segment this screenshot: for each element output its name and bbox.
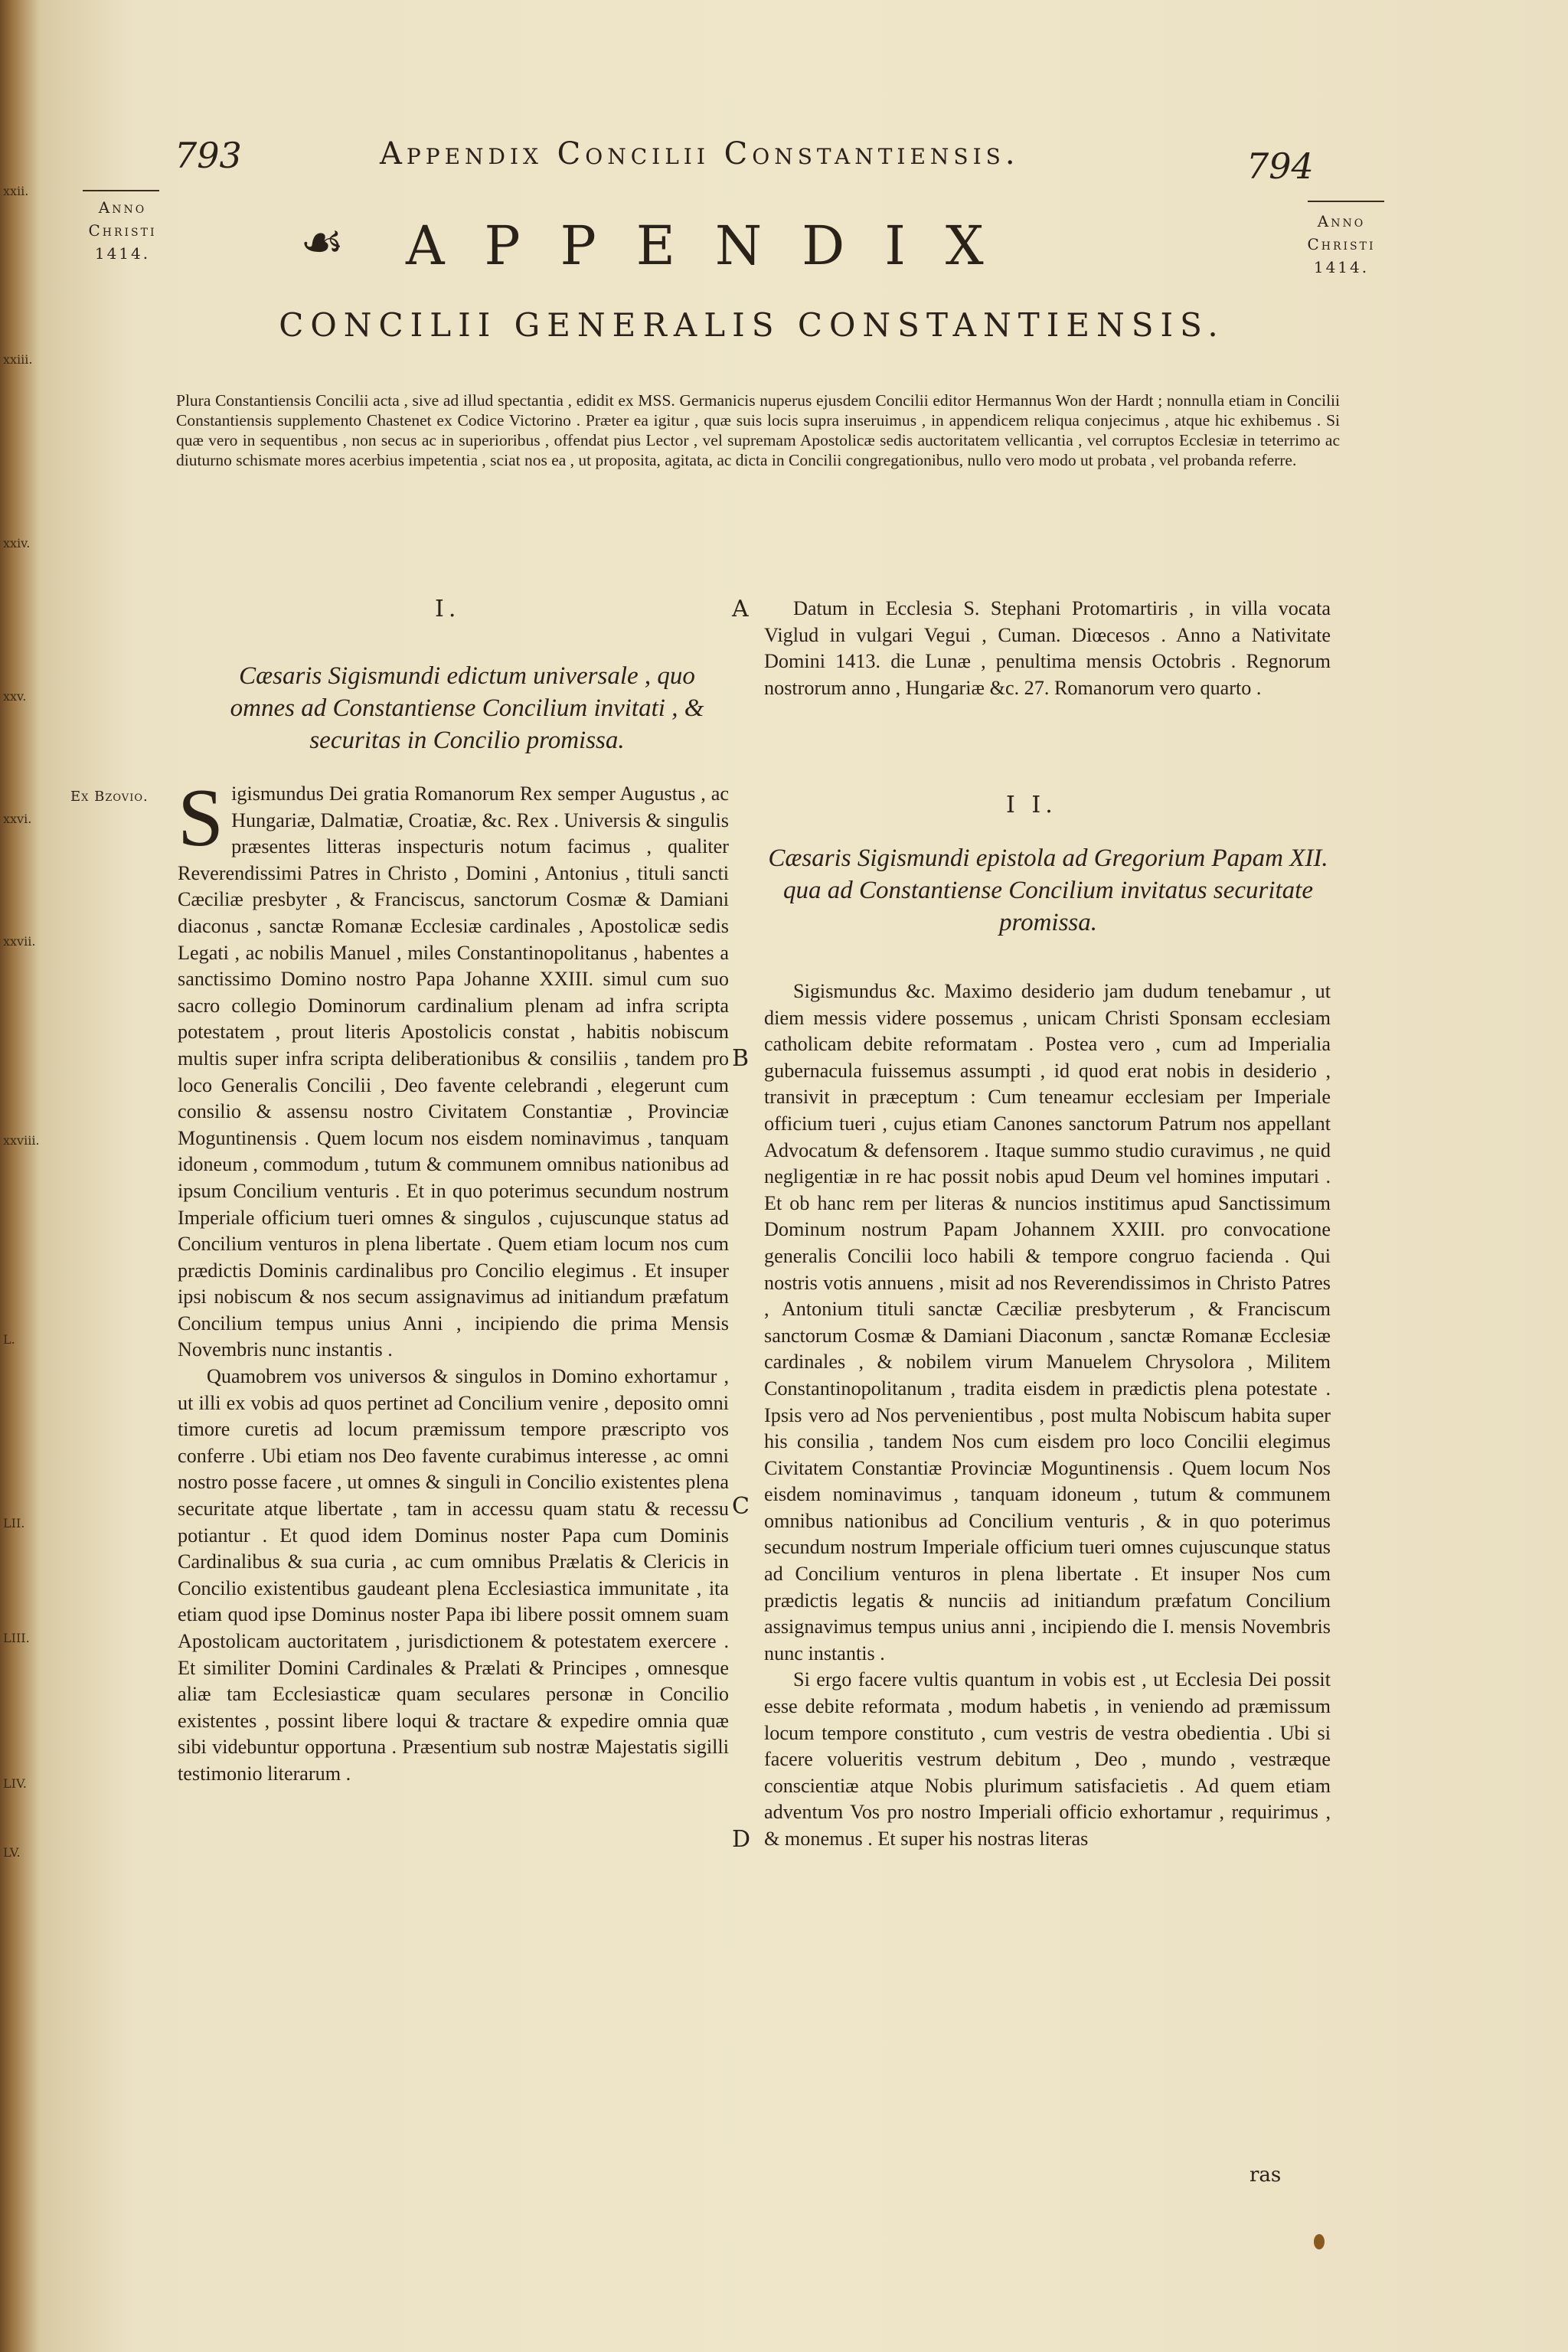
datum-text: Datum in Ecclesia S. Stephani Protomartiris , in villa vocata Viglud in vulgari Vegui , Cuman. Diœcesos . Anno a Nativitate Domini 1413. die Lunæ , penultima mensis Octobris . Regnorum nostrorum anno , Hungariæ &c. 27. Romanorum vero quarto . <box>764 597 1331 699</box>
spine-mark: LII. <box>3 1516 25 1530</box>
anno-christi-left <box>77 196 168 265</box>
anno-word: Anno <box>1317 212 1366 230</box>
margin-letter-c: C <box>732 1493 750 1520</box>
spine-mark: xxv. <box>3 689 27 704</box>
margin-letter-d: D <box>732 1826 751 1853</box>
left-page-number: 793 <box>175 135 242 176</box>
christi-word: Christi <box>88 221 157 240</box>
section-two-paragraph-1: Sigismundus &c. Maximo desiderio jam dudum tenebamur , ut diem messis videre possemus , unicam Christi Sponsam ecclesiam catholicam debite reformatam . Postea vero , cum ad Imperialia gubernacula fuissemus assumpti , id quod erat nobis in desiderio , transivit in præceptum : Cum teneamur ecclesiam per Imperiale officium tueri , cujus etiam Canones sanctorum Patrum nos appellant Advocatum & defensorem . Itaque summo studio curavimus , ne quid negligentiæ in re hac possit nobis apud Deum vel homines imputari . Et ob hanc rem per literas & nuncios institimus apud Sanctissimum Dominum nostrum Papam Johannem XXIII. pro convocatione generalis Concilii loco habili & tempore congruo facienda . Qui nostris votis annuens , misit ad nos Reverendissimos in Christo Patres , Antonium tituli sanctæ Cæciliæ presbyterum , & Franciscum sanctorum Cosmæ & Damiani Diaconum , sanctæ Romanæ Ecclesiæ cardinales , & nobilem virum Manuelem Chrysolora , Militem Constantinopolitanum , tradita eisdem in prædictis plena potestate . Ipsis vero ad Nos pervenientibus , post multa Nobiscum habita super his consilia , tandem Nos cum eisdem pro loco Concilii elegimus Civitatem Constantiæ Provinciæ Moguntinensis . Quem locum Nos eisdem nominavimus , tanquam idoneum , tutum & communem omnibus nationibus ad Concilium venturis , & in quo poterimus secundum nostrum Imperiale officium tueri omnes cujuscunque status ad Concilium venturos in plena libertate . Et insuper Nos cum prædictis legatis & nunciis ad initiandum præfatum Concilium assignavimus tempus unius anni , incipiendo die I. mensis Novembris nunc instantis . <box>764 980 1331 1664</box>
spine-mark: LIV. <box>3 1776 27 1791</box>
book-page <box>40 0 1568 2352</box>
section-one-heading: Cæsaris Sigismundi edictum universale , quo omnes ad Constantiense Concilium invitati , & securitas in Concilio promissa. <box>230 662 704 754</box>
datum-paragraph <box>764 596 1331 701</box>
spine-mark: xxiv. <box>3 536 31 550</box>
paper-stain <box>1314 2234 1325 2249</box>
appendix-title: APPENDIX <box>406 214 1024 277</box>
appendix-subtitle: CONCILII GENERALIS CONSTANTIENSIS. <box>279 306 1225 344</box>
section-one-paragraph-1 <box>178 773 729 1364</box>
spine-mark: xxvi. <box>3 812 32 826</box>
section-one-paragraph-2: Quamobrem vos universos & singulos in Domino exhortamur , ut illi ex vobis ad quos pertinet ad Concilium venire , deposito omni timore curetis ad locum præmissum tempore præscripto vos conferre . Ubi etiam nos Deo favente curabimus interesse , ac omni nostro posse facere , ut omnes & singuli in Concilio existentes plena securitate atque libertate , tam in accessu quam statu & recessu potiantur . Et quod idem Dominus noster Papa cum Dominis Cardinalibus & sua curia , ac cum omnibus Prælatis & Clericis in Concilio existentibus gaudeant plena Ecclesiastica immunitate , ita etiam quod ipse Dominus noster Papa ibi libere possit omnem suam Apostolicam auctoritatem , jurisdictionem & potestatem exercere . Et similiter Domini Cardinales & Prælati & Principes , omnesque aliæ tam Ecclesiasticæ quam seculares personæ in Concilio existentes , possint libere loqui & tractare & expedire omnia quæ sibi videbuntur opportuna . Præsentium sub nostræ Majestatis sigilli testimonio literarum . <box>178 1365 729 1785</box>
source-note: Ex Bzovio. <box>70 789 149 805</box>
spine-mark: xxviii. <box>3 1133 40 1148</box>
spine-mark: L. <box>3 1332 15 1347</box>
section-two-paragraph-2: Si ergo facere vultis quantum in vobis est , ut Ecclesia Dei possit esse debite reformata , modum habetis , in veniendo ad præmissum locum tempore constituto , cum vestris de vestra obedientia . Ubi si facere volueritis vestrum debitum , Deo , mundo , vestræque conscientiæ atque Nobis plurimum satisfacietis . Ad quem etiam adventum Vos pro nostro Imperiali officio exhortamur , requirimus , & monemus . Et super his nostras literas <box>764 1668 1331 1850</box>
section-two-heading: Cæsaris Sigismundi epistola ad Gregorium Papam XII. qua ad Constantiense Concilium invitatus securitate promissa. <box>768 844 1328 936</box>
anno-christi-right <box>1295 210 1387 279</box>
spine-mark: LIII. <box>3 1631 30 1645</box>
preface-paragraph: Plura Constantiensis Concilii acta , sive ad illud spectantia , edidit ex MSS. Germanicis nuperus ejusdem Concilii editor Hermannus Won der Hardt ; nonnulla etiam in Concilii Constantiensis supplemento Chastenet ex Codice Victorino . Præter ea igitur , quæ suis locis supra inseruimus , in appendicem reliqua conjecimus , atque hic exhibemus . Si quæ vero in sequentibus , non secus ac in superioribus , offendat pius Lector , vel supremam Apostolicæ sedis auctoritatem vellicantia , vel corruptos Ecclesiæ in teterrimo ac diuturno schismate mores acerbius impetentia , sciat nos ea , ut proposita, agitata, ac dicta in Concilii congregationibus, nullo vero modo ut probata , vel probanda referre. <box>176 391 1340 469</box>
margin-letter-b: B <box>732 1045 750 1072</box>
section-one-number: I. <box>435 596 461 622</box>
section-two-number: I I. <box>1006 792 1057 818</box>
catchword: ras <box>1250 2164 1282 2187</box>
margin-letter-a: A <box>732 596 749 622</box>
running-head: Appendix Concilii Constantiensis. <box>380 136 1020 172</box>
right-page-number: 794 <box>1246 145 1314 187</box>
anno-rule-left <box>83 190 159 191</box>
fleuron-ornament: ☙ <box>300 214 345 271</box>
drop-cap: S <box>178 773 224 864</box>
spine-mark: xxiii. <box>3 352 33 367</box>
book-spine <box>0 0 40 2352</box>
section-two-text <box>764 978 1331 1853</box>
christi-word: Christi <box>1307 235 1376 253</box>
paragraph-text: igismundus Dei gratia Romanorum Rex semper Augustus , ac Hungariæ, Dalmatiæ, Croatiæ, &c. Rex . Universis & singulis præsentes litteras inspecturis notum facimus , qualiter Reverendissimi Patres in Christo , Domini , Antonius , tituli sancti Cæciliæ presbyter , & Franciscus, sanctorum Cosmæ & Damiani diaconus , sanctæ Romanæ Ecclesiæ cardinales , Apostolicæ sedis Legati , ac nobilis Manuel , miles Constantinopolitanus , habentes a sanctissimo Domino nostro Papa Johanne XXIII. simul cum suo sacro collegio Dominorum cardinalium plenam ad infra scripta potestatem , prout literis Apostolicis constat , habitis nobiscum multis super infra scripta deliberationibus & consiliis , tandem pro loco Generalis Concilii , Deo favente celebrandi , elegerunt cum consilio & assensu nostro Civitatem Constantiæ , Provinciæ Moguntinensis . Quem locum nos eisdem nominavimus , tanquam idoneum , commodum , tutum & communem omnibus nationibus ad ipsum Concilium venturis . Et in quo poterimus secundum nostrum Imperiale officium tueri omnes & singulos , cujuscunque status ad Concilium venturos in plena libertate . Quem etiam locum nos cum prædictis Dominis cardinalibus pro Concilio elegimus . Et insuper ipsi nobiscum & nos secum assignavimus ad initiandum præfatum Concilium tempus unius Anni , incipiendo die prima Mensis Novembris nunc instantis . <box>178 782 729 1361</box>
spine-mark: xxvii. <box>3 934 36 949</box>
spine-mark: xxii. <box>3 184 29 198</box>
spine-mark: LV. <box>3 1845 21 1860</box>
section-one-text <box>178 773 729 1788</box>
anno-word: Anno <box>98 198 147 217</box>
anno-year: 1414. <box>94 244 151 263</box>
anno-rule-right <box>1308 201 1384 202</box>
anno-year: 1414. <box>1313 258 1370 276</box>
